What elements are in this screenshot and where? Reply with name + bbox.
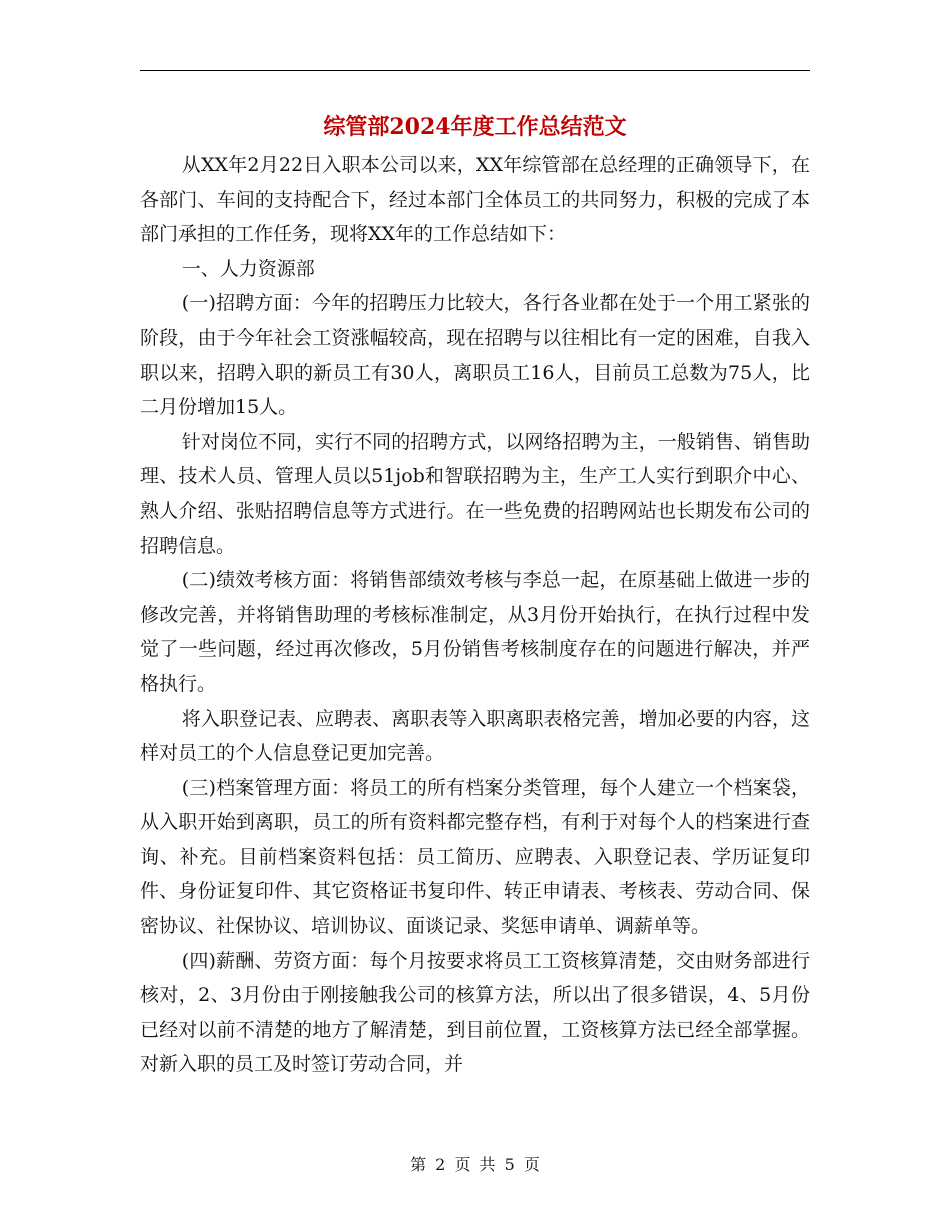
section-heading-hr: 一、人力资源部 — [181, 257, 315, 280]
page-footer: 第 2 页 共 5 页 — [410, 1155, 540, 1174]
recruitment-paragraph: (一)招聘方面：今年的招聘压力比较大，各行各业都在处于一个用工紧张的阶段，由于今年社会工资涨幅较高，现在招聘与以往相比有一定的困难，自我入职以来，招聘入职的新员工有30人，离职员工16人，目前员工总数为75人，比二月份增加15人。 — [140, 292, 810, 419]
forms-paragraph: 将入职登记表、应聘表、离职表等入职离职表格完善，增加必要的内容，这样对员工的个人信息登记更加完善。 — [140, 707, 810, 765]
recruitment-methods-paragraph: 针对岗位不同，实行不同的招聘方式，以网络招聘为主，一般销售、销售助理、技术人员、管理人员以51job和智联招聘为主，生产工人实行到职介中心、熟人介绍、张贴招聘信息等方式进行。在一些免费的招聘网站也长期发布公司的招聘信息。 — [140, 430, 810, 557]
archives-paragraph: (三)档案管理方面：将员工的所有档案分类管理，每个人建立一个档案袋，从入职开始到离职，员工的所有资料都完整存档，有利于对每个人的档案进行查询、补充。目前档案资料包括：员工简历、应聘表、入职登记表、学历证复印件、身份证复印件、其它资格证书复印件、转正申请表、考核表、劳动合同、保密协议、社保协议、培训协议、面谈记录、奖惩申请单、调薪单等。 — [140, 776, 810, 938]
performance-paragraph: (二)绩效考核方面：将销售部绩效考核与李总一起，在原基础上做进一步的修改完善，并将销售助理的考核标准制定，从3月份开始执行，在执行过程中发觉了一些问题，经过再次修改，5月份销售考核制度存在的问题进行解决，并严格执行。 — [140, 569, 810, 695]
intro-paragraph: 从XX年2月22日入职本公司以来，XX年综管部在总经理的正确领导下，在各部门、车间的支持配合下，经过本部门全体员工的共同努力，积极的完成了本部门承担的工作任务，现将XX年的工作总结如下： — [140, 154, 810, 246]
document-body — [140, 148, 810, 1082]
header-rule — [140, 70, 810, 71]
document-title: 综管部2024年度工作总结范文 — [323, 114, 627, 140]
payroll-paragraph: (四)薪酬、劳资方面：每个月按要求将员工工资核算清楚，交由财务部进行核对，2、3月份由于刚接触我公司的核算方法，所以出了很多错误，4、5月份已经对以前不清楚的地方了解清楚，到目前位置，工资核算方法已经全部掌握。对新入职的员工及时签订劳动合同，并 — [140, 949, 810, 1076]
